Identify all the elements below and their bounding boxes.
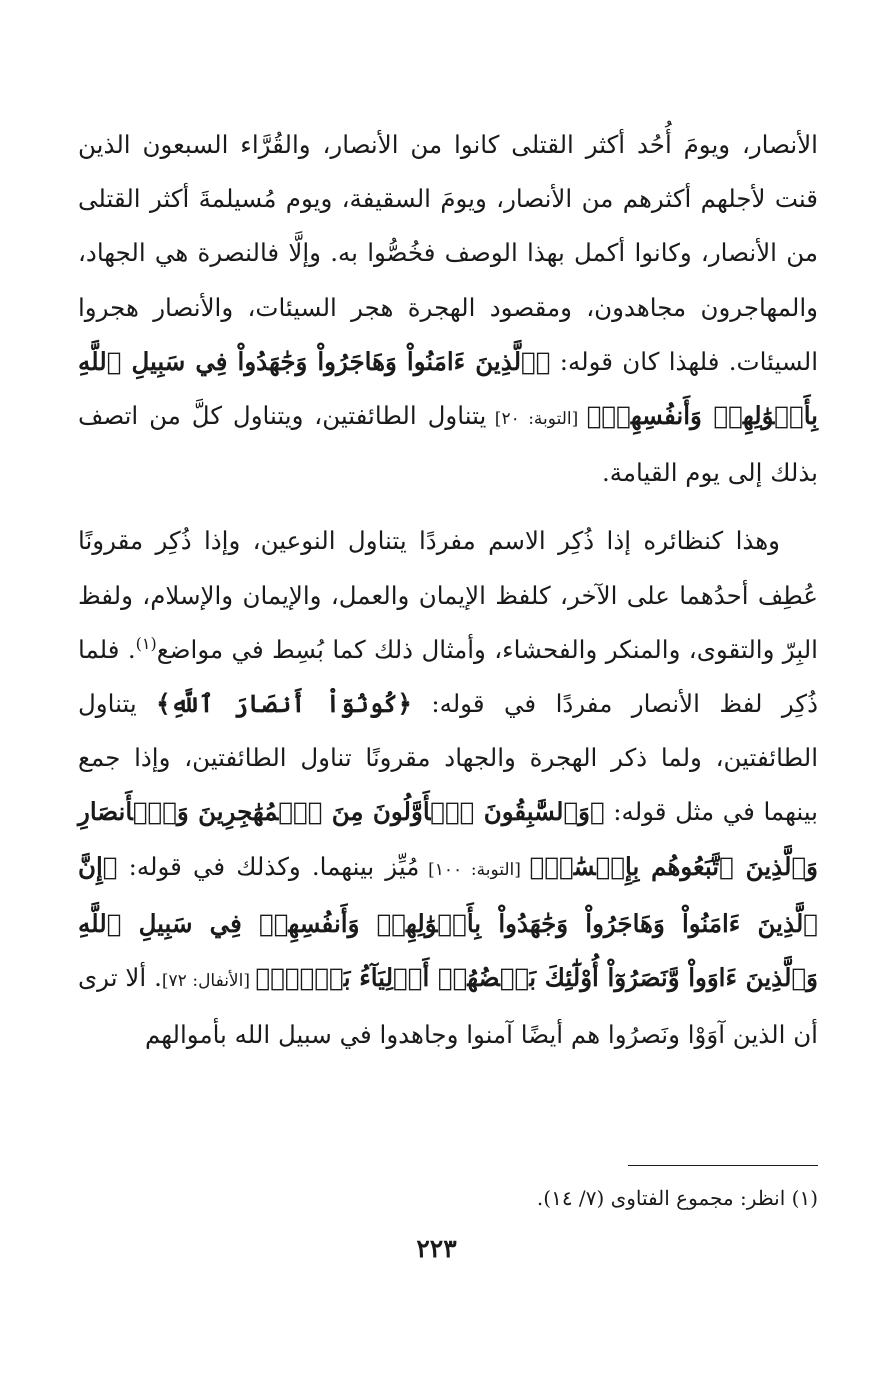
footnote: (١) انظر: مجموع الفتاوى (٧/ ١٤). — [536, 1186, 818, 1210]
quran-verse: ﴿ٱلَّذِينَ ءَامَنُواْ وَهَاجَرُواْ وَجَٰهَدُواْ فِي سَبِيلِ ٱللَّهِ بِأَمۡوَٰلِهِمۡ وَأَنفُسِهِمۡ﴾ — [78, 346, 818, 431]
verse-reference: [التوبة: ١٠٠] — [419, 859, 530, 880]
body-text-segment: يتناول الطائفتين، ويتناول كلَّ من اتصف بذلك إلى يوم القيامة. — [78, 401, 818, 488]
page-number: ٢٢٣ — [416, 1234, 457, 1263]
body-text-segment: مُيِّز بينهما. وكذلك في قوله: — [117, 851, 420, 881]
verse-reference: [الأنفال: ٧٢] — [161, 971, 256, 992]
body-text-segment: يتناول الطائفتين، ولما ذكر الهجرة والجهاد مقرونًا تناول الطائفتين، وإذا جمع بينهما في مثل قوله: — [78, 689, 818, 827]
body-text-segment: . ألا ترى أن الذين آوَوْا ونَصرُوا هم أيضًا آمنوا وجاهدوا في سبيل الله بأموالهم — [78, 963, 818, 1050]
footnote-separator — [628, 1165, 818, 1166]
body-text-segment: الأنصار، ويومَ أُحُد أكثر القتلى كانوا من الأنصار، والقُرَّاء السبعون الذين قنت لأجلهم أكثرهم من الأنصار، ويومَ السقيفة، ويوم مُسيلمةَ أكثر القتلى من الأنصار، وكانوا أكمل بهذا الوصف فخُصُّوا به. وإلَّا فالنصرة هي الجهاد، والمهاجرون مجاهدون، ومقصود الهجرة هجر السيئات، والأنصار هجروا السيئات. فلهذا كان قوله: — [78, 130, 818, 376]
quran-verse: ﴿وَٱلسَّٰبِقُونَ ٱلۡأَوَّلُونَ مِنَ ٱلۡمُهَٰجِرِينَ وَٱلۡأَنصَارِ وَٱلَّذِينَ ٱتَّبَعُوهُم بِإِحۡسَٰنٖ﴾ — [78, 797, 818, 881]
verse-reference: [التوبة: ٢٠] — [486, 409, 587, 430]
body-text-segment: . فلما ذُكِر لفظ الأنصار مفردًا في قوله: — [78, 634, 818, 719]
footnote-marker: (١) — [135, 633, 157, 653]
quran-verse: ﴿كُونُوٓاْ أَنصَارَ ٱللَّهِ﴾ — [156, 689, 412, 719]
body-text-segment: وهذا كنظائره إذا ذُكِر الاسم مفردًا يتناول النوعين، وإذا ذُكِر مقرونًا عُطِف أحدُهما على الآخر، كلفظ الإيمان والعمل، والإيمان والإسلام، ولفظ البِرّ والتقوى، والمنكر والفحشاء، وأمثال ذلك كما بُسِط في مواضع — [78, 526, 818, 664]
paragraph — [78, 514, 818, 1062]
paragraph — [78, 118, 818, 500]
main-text — [78, 118, 818, 1062]
quran-verse: ﴿إِنَّ ٱلَّذِينَ ءَامَنُواْ وَهَاجَرُواْ وَجَٰهَدُواْ بِأَمۡوَٰلِهِمۡ وَأَنفُسِهِمۡ فِي سَبِيلِ ٱللَّهِ وَٱلَّذِينَ ءَاوَواْ وَّنَصَرُوٓاْ أُوْلَٰٓئِكَ بَعۡضُهُمۡ أَوۡلِيَآءُ بَعۡضٖۚ﴾ — [78, 851, 818, 993]
